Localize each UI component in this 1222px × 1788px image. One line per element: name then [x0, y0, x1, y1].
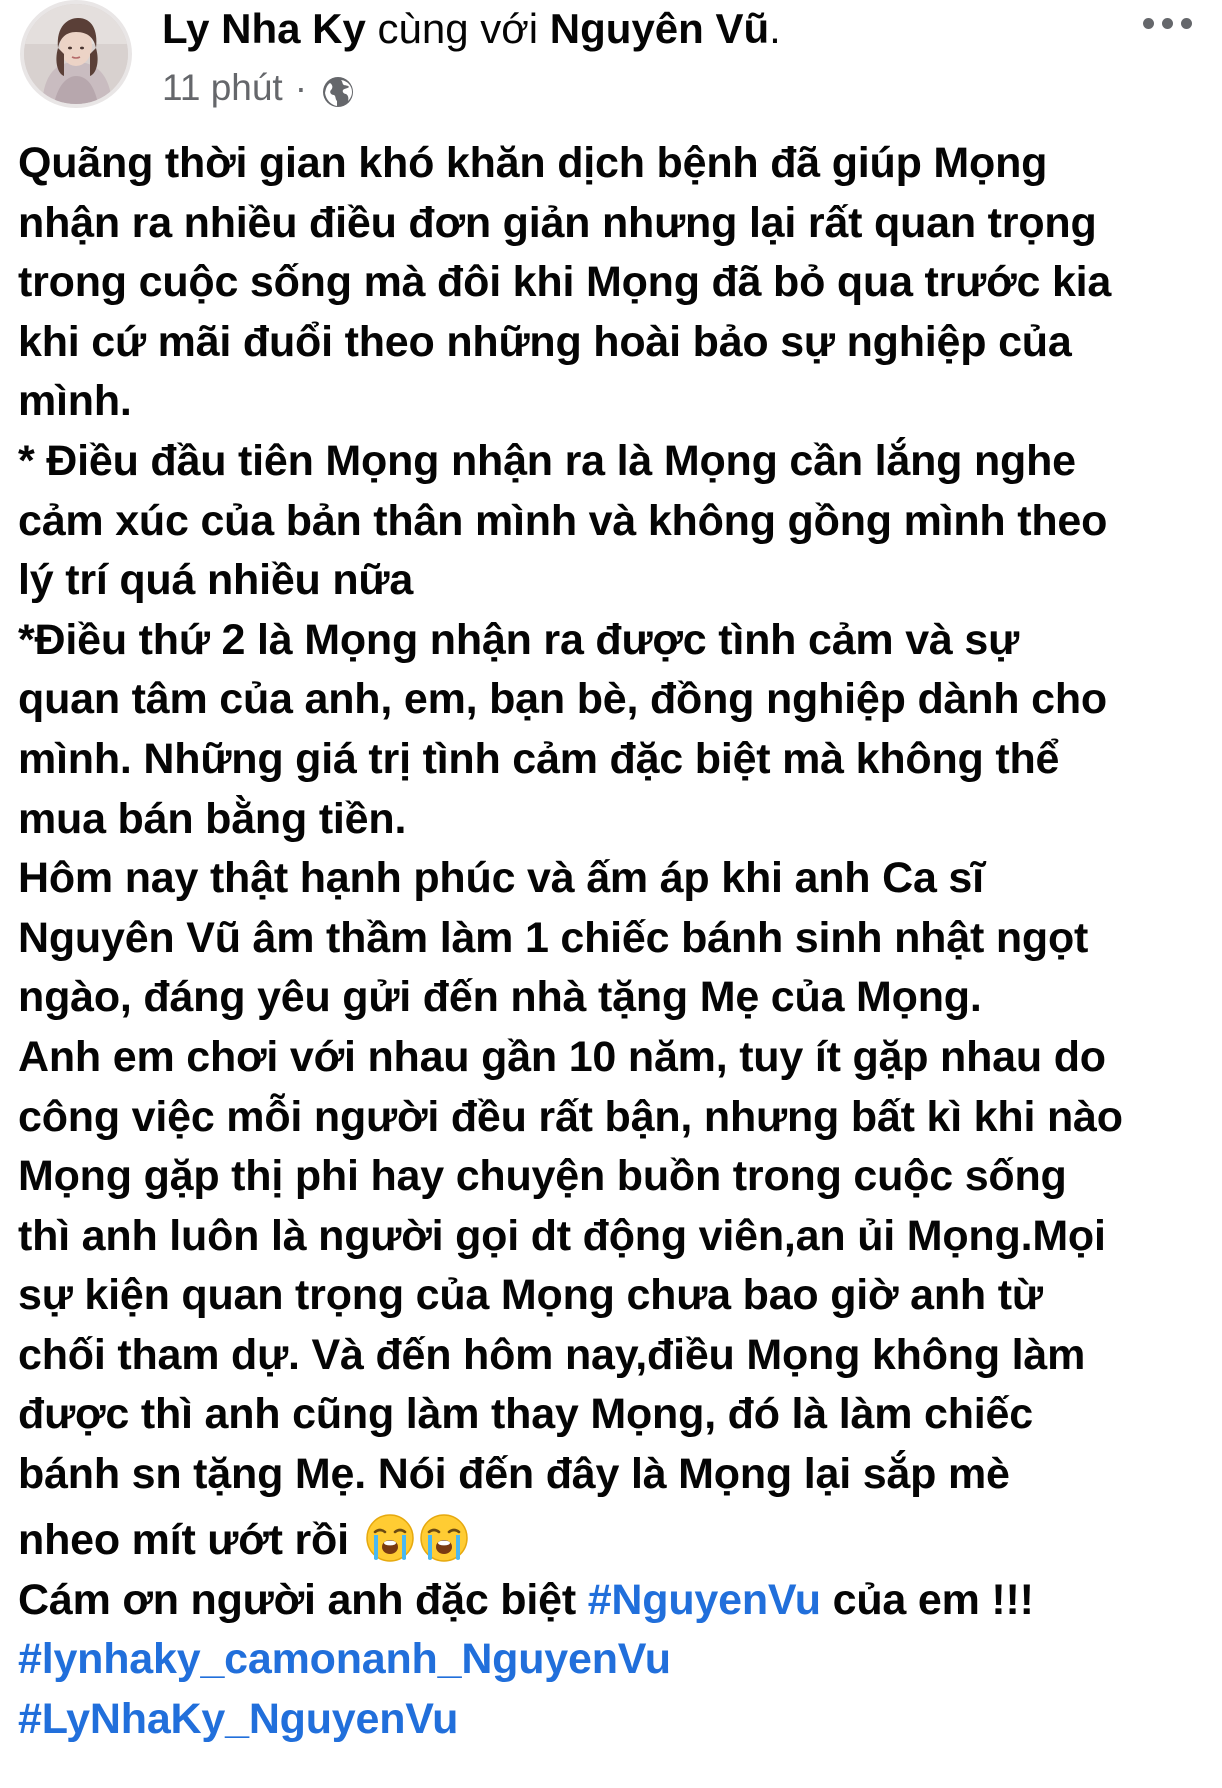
text-line: thì anh luôn là người gọi dt động viên,an ủi Mọng.Mọi: [18, 1211, 1106, 1260]
hashtag-link[interactable]: #LyNhaKy_NguyenVu: [18, 1694, 459, 1743]
text-line: mình.: [18, 377, 132, 426]
text-line: sự kiện quan trọng của Mọng chưa bao giờ anh từ: [18, 1271, 1043, 1320]
text-line: công việc mỗi người đều rất bận, nhưng bất kì khi nào: [18, 1092, 1123, 1141]
meta-separator: ·: [294, 67, 308, 108]
author-name[interactable]: Ly Nha Ky: [162, 5, 366, 52]
author-line: [162, 2, 781, 56]
post-meta: [162, 62, 355, 114]
tagged-person-name[interactable]: Nguyên Vũ: [549, 5, 770, 52]
hashtag-link[interactable]: #lynhaky_camonanh_NguyenVu: [18, 1635, 671, 1684]
text-line: chối tham dự. Và đến hôm nay,điều Mọng không làm: [18, 1330, 1086, 1379]
more-options-icon[interactable]: [1132, 6, 1202, 40]
text-line: Hôm nay thật hạnh phúc và ấm áp khi anh Ca sĩ: [18, 854, 984, 903]
text-line-emoji-prefix: nheo mít ướt rồi: [18, 1515, 349, 1564]
thanks-suffix: của em !!!: [832, 1575, 1034, 1624]
post-text: [18, 134, 1218, 1749]
more-dot: [1181, 18, 1192, 29]
thanks-prefix: Cám ơn người anh đặc biệt: [18, 1575, 576, 1624]
with-text: cùng với: [377, 5, 539, 52]
globe-icon[interactable]: [321, 71, 355, 105]
hashtag-line: [18, 1690, 1218, 1750]
text-line: cảm xúc của bản thân mình và không gồng mình theo: [18, 496, 1108, 545]
text-line: * Điều đầu tiên Mọng nhận ra là Mọng cần lắng nghe: [18, 436, 1076, 485]
text-line: bánh sn tặng Mẹ. Nói đến đây là Mọng lại sắp mè: [18, 1450, 1010, 1499]
text-line: *Điều thứ 2 là Mọng nhận ra được tình cảm và sự: [18, 615, 1020, 664]
text-line: nhận ra nhiều điều đơn giản nhưng lại rất quan trọng: [18, 198, 1097, 247]
loudly-crying-face-emoji: [419, 1513, 469, 1563]
text-line: Quãng thời gian khó khăn dịch bệnh đã giúp Mọng: [18, 139, 1048, 187]
text-line: trong cuộc sống mà đôi khi Mọng đã bỏ qua trước kia: [18, 258, 1112, 307]
thanks-line: [18, 1571, 1218, 1631]
more-dot: [1143, 18, 1154, 29]
hashtag-line: [18, 1630, 1218, 1690]
text-line: Nguyên Vũ âm thầm làm 1 chiếc bánh sinh nhật ngọt: [18, 913, 1089, 962]
emoji-text-line: [18, 1505, 1218, 1571]
text-line: lý trí quá nhiều nữa: [18, 556, 414, 605]
text-line: khi cứ mãi đuổi theo những hoài bảo sự nghiệp của: [18, 317, 1072, 366]
post-header: [0, 0, 1222, 118]
text-line: Anh em chơi với nhau gần 10 năm, tuy ít gặp nhau do: [18, 1032, 1106, 1081]
tagged-suffix: .: [769, 5, 781, 52]
author-avatar[interactable]: [20, 0, 132, 108]
more-dot: [1162, 18, 1173, 29]
text-line: được thì anh cũng làm thay Mọng, đó là làm chiếc: [18, 1390, 1033, 1439]
avatar-photo: [24, 4, 128, 104]
text-line: quan tâm của anh, em, bạn bè, đồng nghiệp dành cho: [18, 675, 1107, 724]
text-line: mình. Những giá trị tình cảm đặc biệt mà không thể: [18, 734, 1060, 783]
text-line: Mọng gặp thị phi hay chuyện buồn trong cuộc sống: [18, 1152, 1067, 1201]
hashtag-link[interactable]: #NguyenVu: [587, 1575, 821, 1624]
text-line: mua bán bằng tiền.: [18, 794, 407, 843]
text-line: ngào, đáng yêu gửi đến nhà tặng Mẹ của Mọng.: [18, 973, 982, 1022]
loudly-crying-face-emoji: [365, 1513, 415, 1563]
post-timestamp[interactable]: 11 phút: [162, 67, 283, 108]
